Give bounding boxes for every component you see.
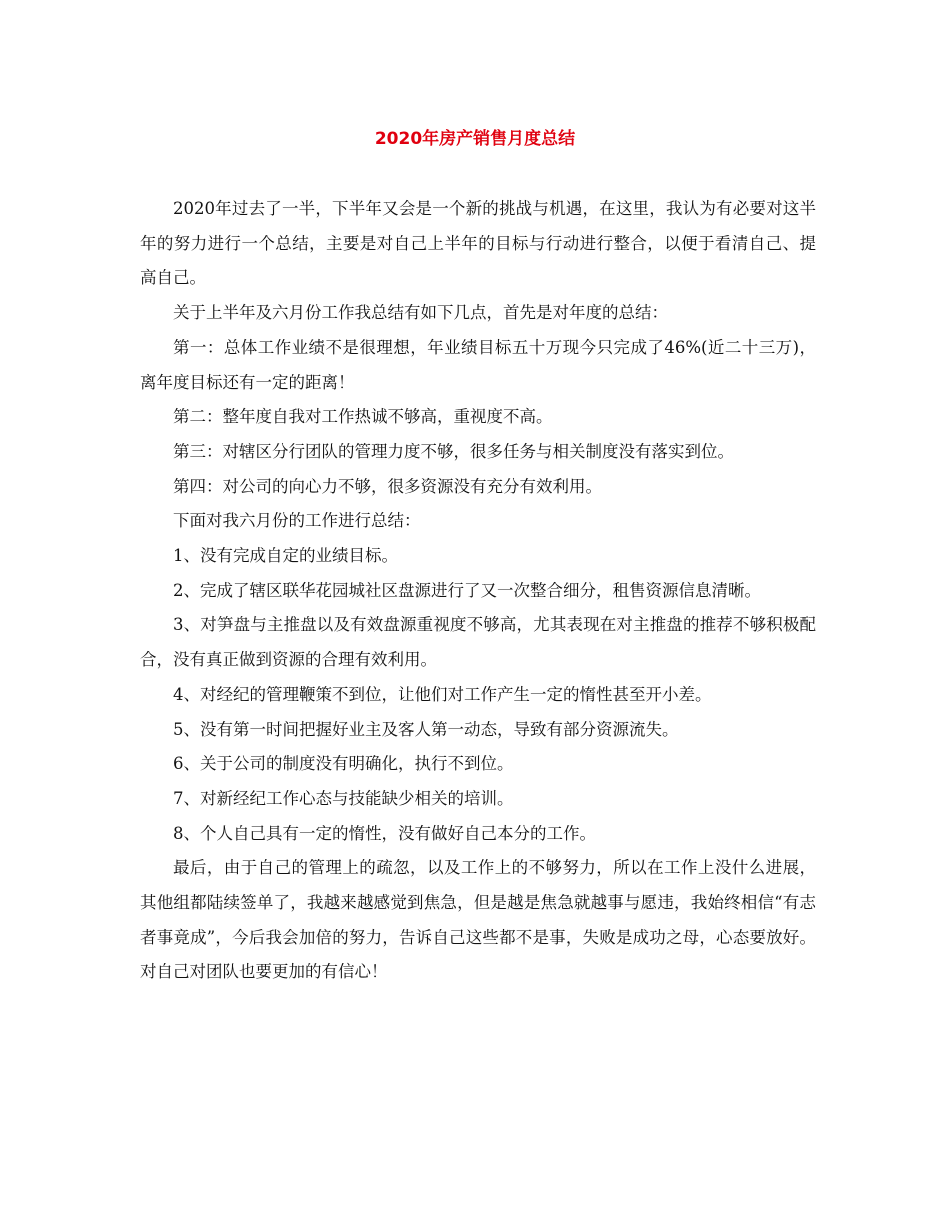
paragraph-point-2: 第二：整年度自我对工作热诚不够高，重视度不高。 bbox=[173, 407, 553, 427]
list-item: 8、个人自己具有一定的惰性，没有做好自己本分的工作。 bbox=[173, 823, 596, 843]
document-body bbox=[140, 192, 816, 990]
list-item: 4、对经纪的管理鞭策不到位，让他们对工作产生一定的惰性甚至开小差。 bbox=[173, 684, 712, 704]
list-item: 6、关于公司的制度没有明确化，执行不到位。 bbox=[173, 754, 514, 774]
list-item: 5、没有第一时间把握好业主及客人第一动态，导致有部分资源流失。 bbox=[173, 719, 679, 739]
list-item: 2、完成了辖区联华花园城社区盘源进行了又一次整合细分，租售资源信息清晰。 bbox=[173, 580, 761, 600]
paragraph-overview: 关于上半年及六月份工作我总结有如下几点，首先是对年度的总结： bbox=[173, 303, 668, 323]
paragraph-point-3: 第三：对辖区分行团队的管理力度不够，很多任务与相关制度没有落实到位。 bbox=[173, 441, 734, 461]
paragraph-conclusion: 最后，由于自己的管理上的疏忽，以及工作上的不够努力，所以在工作上没什么进展，其他组都陆续签单了，我越来越感觉到焦急，但是越是焦急就越事与愿违，我始终相信“有志者事竟成”，今后我会加倍的努力，告诉自己这些都不是事，失败是成功之母，心态要放好。对自己对团队也要更加的有信心！ bbox=[140, 858, 816, 982]
paragraph-point-1: 第一：总体工作业绩不是很理想，年业绩目标五十万现今只完成了46%(近二十三万)，离年度目标还有一定的距离！ bbox=[140, 337, 816, 392]
list-item: 1、没有完成自定的业绩目标。 bbox=[173, 546, 398, 566]
paragraph-june-heading: 下面对我六月份的工作进行总结： bbox=[173, 511, 421, 531]
document-title: 2020年房产销售月度总结 bbox=[374, 129, 576, 149]
list-item: 3、对笋盘与主推盘以及有效盘源重视度不够高，尤其表现在对主推盘的推荐不够积极配合，没有真正做到资源的合理有效利用。 bbox=[140, 615, 816, 670]
list-item: 7、对新经纪工作心态与技能缺少相关的培训。 bbox=[173, 788, 514, 808]
paragraph-intro: 2020年过去了一半，下半年又会是一个新的挑战与机遇，在这里，我认为有必要对这半年的努力进行一个总结，主要是对自己上半年的目标与行动进行整合，以便于看清自己、提高自己。 bbox=[140, 199, 816, 288]
paragraph-point-4: 第四：对公司的向心力不够，很多资源没有充分有效利用。 bbox=[173, 476, 602, 496]
